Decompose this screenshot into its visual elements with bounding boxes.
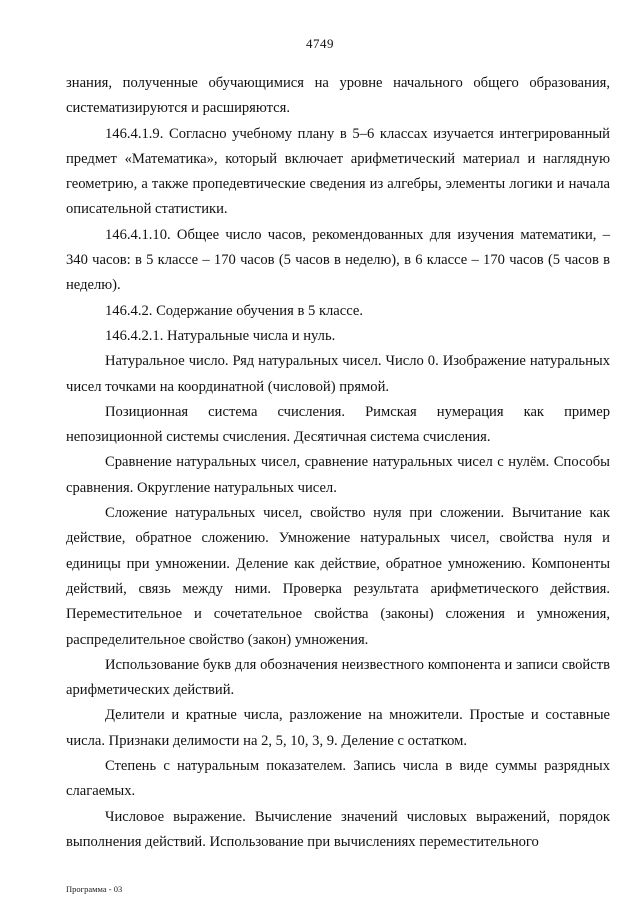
paragraph: 146.4.1.9. Согласно учебному плану в 5–6 классах изучается интегрированный предмет «Математика», который включает арифметический материал и наглядную геометрию, а также пропедевтические сведения из алгебры, элементы логики и начала описательной статистики. — [66, 125, 610, 218]
paragraph: Числовое выражение. Вычисление значений числовых выражений, порядок выполнения действий. Использование при вычислениях переместительного — [66, 808, 610, 850]
section-heading: 146.4.2. Содержание обучения в 5 классе. — [105, 302, 364, 319]
paragraph: Сравнение натуральных чисел, сравнение натуральных чисел с нулём. Способы сравнения. Округление натуральных чисел. — [66, 454, 610, 496]
paragraph: Степень с натуральным показателем. Запись числа в виде суммы разрядных слагаемых. — [66, 758, 610, 800]
footer-label: Программа - 03 — [66, 884, 123, 894]
paragraph: Делители и кратные числа, разложение на множители. Простые и составные числа. Признаки делимости на 2, 5, 10, 3, 9. Деление с остатком. — [66, 707, 610, 749]
paragraph: 146.4.1.10. Общее число часов, рекомендованных для изучения математики, – 340 часов: в 5 классе – 170 часов (5 часов в неделю), в 6 классе – 170 часов (5 часов в неделю). — [66, 226, 610, 294]
page-number: 4749 — [306, 36, 334, 51]
paragraph: Позиционная система счисления. Римская нумерация как пример непозиционной системы счисления. Десятичная система счисления. — [66, 403, 610, 446]
paragraph: Использование букв для обозначения неизвестного компонента и записи свойств арифметических действий. — [66, 656, 610, 699]
paragraph: Натуральное число. Ряд натуральных чисел. Число 0. Изображение натуральных чисел точками на координатной (числовой) прямой. — [66, 353, 610, 395]
paragraph: знания, полученные обучающимися на уровне начального общего образования, систематизируются и расширяются. — [66, 75, 610, 117]
body-text — [66, 71, 610, 855]
paragraph: Сложение натуральных чисел, свойство нуля при сложении. Вычитание как действие, обратное сложению. Умножение натуральных чисел, свойства нуля и единицы при умножении. Деление как действие, обратное умножению. Компоненты действий, связь между ними. Проверка результата арифметического действия. Переместительное и сочетательное свойства (законы) сложения и умножения, распределительное свойство (закон) умножения. — [66, 505, 610, 648]
subsection-heading: 146.4.2.1. Натуральные числа и нуль. — [105, 327, 336, 344]
